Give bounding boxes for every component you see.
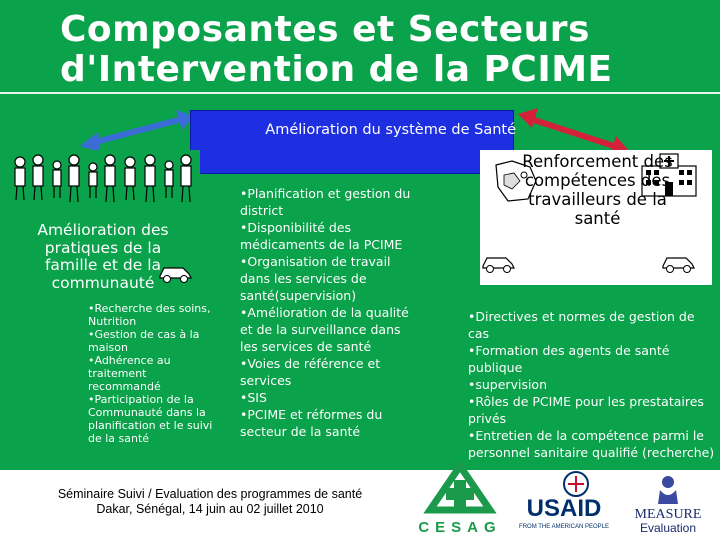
health-workers-title: Renforcement des compétences des travailleurs de la santé: [522, 152, 673, 228]
car-icon: [660, 252, 696, 274]
list-item: •Participation de la Communauté dans la planification et le suivi de la santé: [88, 393, 213, 445]
measure-evaluation-logo: [620, 470, 716, 536]
family-community-list: [88, 302, 216, 445]
list-item: •Organisation de travail dans les services de santé(supervision): [240, 254, 391, 303]
list-item: •Gestion de cas à la maison: [88, 328, 200, 354]
car-icon: [157, 262, 193, 284]
measure-logo-text: MEASURE: [634, 507, 702, 522]
list-item: •Amélioration de la qualité et de la surveillance dans les services de santé: [240, 305, 409, 354]
list-item: •Disponibilité des médicaments de la PCIME: [240, 220, 403, 252]
left-arrow: [80, 110, 194, 152]
list-item: •Recherche des soins, Nutrition: [88, 302, 211, 328]
list-item: •Planification et gestion du district: [240, 186, 411, 218]
cesag-logo: [412, 462, 508, 538]
central-banner-label: Amélioration du système de Santé: [265, 122, 516, 138]
list-item: •supervision: [468, 377, 547, 392]
measure-logo-subtext: Evaluation: [639, 521, 697, 535]
family-community-title: Amélioration des pratiques de la famille et de la communauté: [37, 221, 169, 292]
right-arrow: [518, 108, 630, 154]
list-item: •Directives et normes de gestion de cas: [468, 309, 695, 341]
footer-dates-line: Dakar, Sénégal, 14 juin au 02 juillet 2010: [96, 502, 324, 516]
people-group-icon: [6, 152, 198, 212]
cesag-logo-text: CESAG: [418, 519, 502, 536]
title-divider: [0, 92, 720, 94]
list-item: •PCIME et réformes du secteur de la santé: [240, 407, 383, 439]
list-item: •SIS: [240, 390, 267, 405]
footer-seminar-line: Séminaire Suivi / Evaluation des programmes de santé: [57, 487, 363, 501]
usaid-logo-text: USAID: [526, 495, 602, 522]
usaid-tagline: FROM THE AMERICAN PEOPLE: [519, 524, 609, 530]
usaid-logo: [514, 470, 614, 534]
health-system-list: [240, 185, 416, 440]
central-banner-box: [190, 110, 514, 174]
list-item: •Formation des agents de santé publique: [468, 343, 670, 375]
health-workers-list: [468, 308, 718, 461]
list-item: •Rôles de PCIME pour les prestataires privés: [468, 394, 704, 426]
list-item: •Voies de référence et services: [240, 356, 381, 388]
slide-title: Composantes et Secteurs d'Intervention de la PCIME: [60, 9, 613, 90]
list-item: •Entretien de la compétence parmi le personnel sanitaire qualifié (recherche): [468, 428, 715, 460]
list-item: •Adhérence au traitement recommandé: [88, 354, 171, 393]
car-icon: [480, 252, 516, 274]
